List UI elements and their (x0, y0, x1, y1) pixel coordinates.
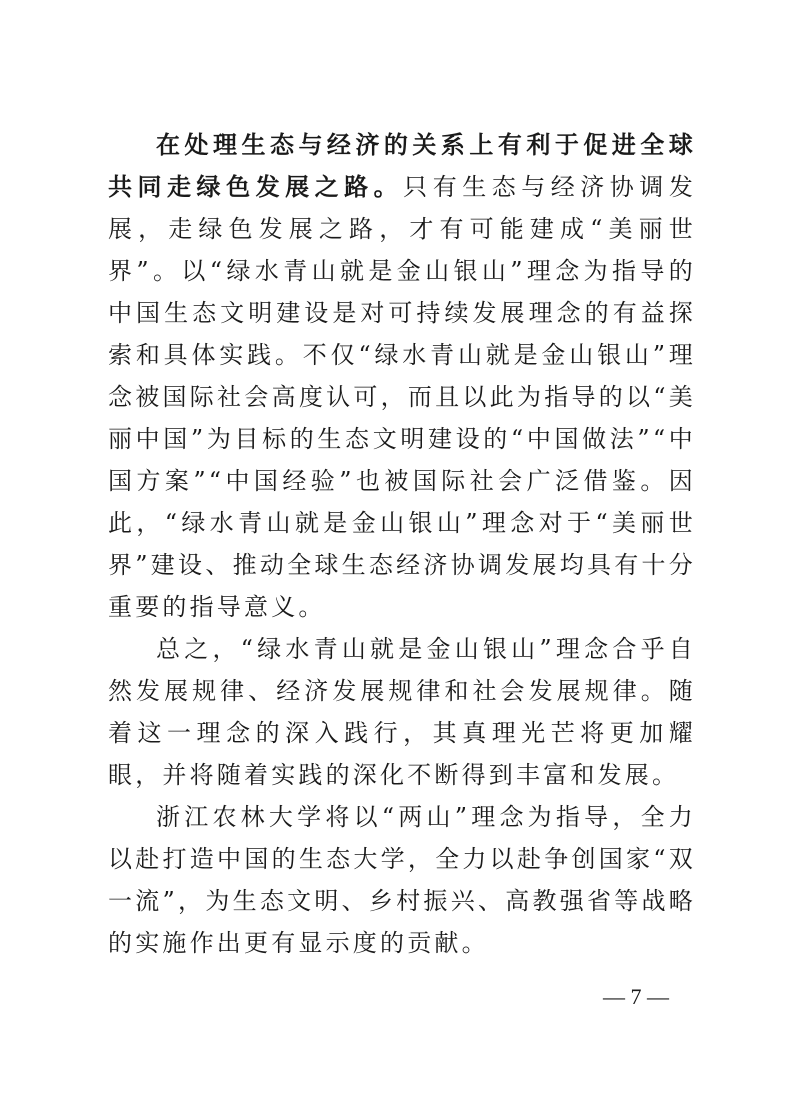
paragraph-3: 浙江农林大学将以“两山”理念为指导，全力以赴打造中国的生态大学，全力以赴争创国家“双一流”，为生态文明、乡村振兴、高教强省等战略的实施作出更有显示度的贡献。 (108, 803, 696, 957)
paragraph-1-text: 只有生态与经济协调发展，走绿色发展之路，才有可能建成“美丽世界”。以“绿水青山就是金山银山”理念为指导的中国生态文明建设是对可持续发展理念的有益探索和具体实践。不仅“绿水青山就是金山银山”理念被国际社会高度认可，而且以此为指导的以“美丽中国”为目标的生态文明建设的“中国做法”“中国方案”“中国经验”也被国际社会广泛借鉴。因此，“绿水青山就是金山银山”理念对于“美丽世界”建设、推动全球生态经济协调发展均具有十分重要的指导意义。 (108, 173, 697, 621)
paragraph-1 (108, 124, 696, 628)
page-number: — 7 — (603, 984, 669, 1009)
paragraph-2: 总之，“绿水青山就是金山银山”理念合乎自然发展规律、经济发展规律和社会发展规律。随着这一理念的深入践行，其真理光芒将更加耀眼，并将随着实践的深化不断得到丰富和发展。 (108, 635, 696, 789)
body-text (108, 124, 696, 964)
paragraph-1-lead-sentence: 在处理生态与经济的关系上有利于促进全球共同走绿色发展之路。 (108, 130, 696, 201)
